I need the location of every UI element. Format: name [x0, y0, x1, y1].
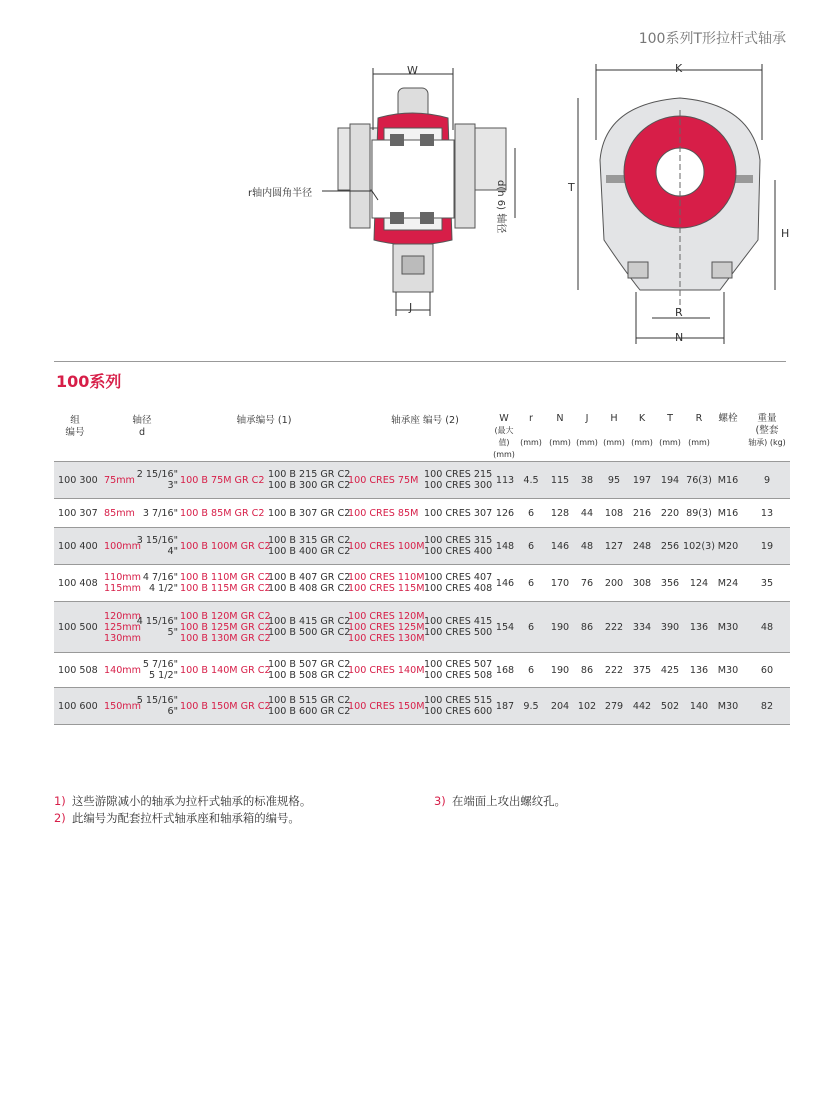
cell-shaft-mm: 100mm	[104, 540, 142, 552]
note-3: 3) 在端面上攻出螺纹孔。	[434, 794, 566, 808]
cell-k: 216	[632, 507, 652, 519]
table-row	[54, 499, 790, 528]
cell-bearing-metric: 100 B 140M GR C2	[180, 664, 271, 676]
side-section-drawing	[322, 68, 515, 316]
cell-t: 425	[660, 664, 680, 676]
cell-w: 154	[495, 621, 515, 633]
cell-t: 220	[660, 507, 680, 519]
table-row	[54, 528, 790, 565]
section-rule	[54, 361, 786, 362]
cell-shaft-inch: 4 7/16" 4 1/2"	[142, 572, 178, 594]
cell-shaft-mm: 85mm	[104, 507, 135, 519]
th-rr: R (mm)	[688, 413, 710, 447]
th-h: H (mm)	[603, 413, 625, 447]
cell-bearing-inch: 100 B 315 GR C2 100 B 400 GR C2	[268, 535, 351, 557]
cell-n: 204	[550, 700, 570, 712]
cell-h: 127	[604, 540, 624, 552]
cell-housing-inch: 100 CRES 215 100 CRES 300	[424, 469, 493, 491]
cell-weight: 9	[763, 474, 771, 486]
cell-n: 190	[550, 664, 570, 676]
cell-w: 113	[495, 474, 515, 486]
cell-bolt: M30	[717, 621, 739, 633]
drawing-label-r-dim: R	[675, 306, 683, 319]
front-view-drawing	[578, 64, 775, 344]
cell-weight: 13	[760, 507, 774, 519]
th-n: N (mm)	[549, 413, 571, 447]
cell-bearing-metric: 100 B 85M GR C2	[180, 507, 265, 519]
cell-k: 248	[632, 540, 652, 552]
page-header-title: 100系列T形拉杆式轴承	[638, 31, 786, 47]
cell-weight: 82	[760, 700, 774, 712]
cell-housing-metric: 100 CRES 100M	[348, 540, 425, 552]
cell-k: 334	[632, 621, 652, 633]
cell-bearing-metric: 100 B 150M GR C2	[180, 700, 271, 712]
cell-w: 187	[495, 700, 515, 712]
cell-j: 86	[580, 664, 594, 676]
cell-h: 279	[604, 700, 624, 712]
cell-housing-metric: 100 CRES 140M	[348, 664, 425, 676]
cell-shaft-inch: 5 7/16" 5 1/2"	[142, 659, 178, 681]
drawing-label-d: d(h 6) 轴径	[495, 180, 506, 234]
th-bolt: 螺栓	[718, 413, 738, 424]
note-2: 2) 此编号为配套拉杆式轴承座和轴承箱的编号。	[54, 811, 300, 825]
cell-bolt: M16	[717, 507, 739, 519]
section-title: 100系列	[56, 372, 122, 391]
dimension-table	[54, 405, 790, 725]
table-row	[54, 688, 790, 725]
cell-w: 168	[495, 664, 515, 676]
cell-r: 6	[527, 621, 535, 633]
cell-h: 95	[607, 474, 621, 486]
cell-bearing-inch: 100 B 415 GR C2 100 B 500 GR C2	[268, 616, 351, 638]
cell-h: 200	[604, 577, 624, 589]
cell-weight: 19	[760, 540, 774, 552]
cell-group: 100 500	[58, 621, 98, 633]
th-weight: 重量 (整套 轴承) (kg)	[748, 413, 786, 447]
cell-r: 6	[527, 577, 535, 589]
cell-r: 9.5	[523, 700, 539, 712]
drawing-label-h: H	[781, 227, 790, 240]
cell-bolt: M20	[717, 540, 739, 552]
drawing-label-k: K	[675, 62, 683, 75]
cell-bearing-metric: 100 B 120M GR C2 100 B 125M GR C2 100 B 130M GR C2	[180, 610, 271, 644]
cell-housing-metric: 100 CRES 75M	[348, 474, 419, 486]
cell-weight: 35	[760, 577, 774, 589]
drawing-label-t: T	[568, 181, 575, 194]
cell-shaft-inch: 3 7/16"	[142, 507, 178, 519]
cell-weight: 48	[760, 621, 774, 633]
th-shaft: 轴径 d	[132, 415, 152, 438]
note-1: 1) 这些游隙减小的轴承为拉杆式轴承的标准规格。	[54, 794, 312, 808]
th-k: K (mm)	[631, 413, 653, 447]
cell-bolt: M16	[717, 474, 739, 486]
cell-w: 126	[495, 507, 515, 519]
cell-t: 256	[660, 540, 680, 552]
cell-k: 375	[632, 664, 652, 676]
cell-shaft-inch: 3 15/16" 4"	[136, 535, 178, 557]
cell-group: 100 300	[58, 474, 98, 486]
cell-j: 48	[580, 540, 594, 552]
cell-r: 76(3)	[686, 474, 712, 486]
cell-shaft-mm: 140mm	[104, 664, 142, 676]
cell-r: 140	[689, 700, 709, 712]
cell-housing-metric: 100 CRES 150M	[348, 700, 425, 712]
cell-w: 148	[495, 540, 515, 552]
cell-k: 442	[632, 700, 652, 712]
cell-housing-inch: 100 CRES 415 100 CRES 500	[424, 616, 493, 638]
cell-bolt: M24	[717, 577, 739, 589]
cell-shaft-mm: 110mm 115mm	[104, 572, 142, 594]
cell-j: 86	[580, 621, 594, 633]
cell-j: 44	[580, 507, 594, 519]
th-r: r (mm)	[520, 413, 542, 447]
cell-bearing-metric: 100 B 75M GR C2	[180, 474, 265, 486]
cell-bearing-metric: 100 B 110M GR C2 100 B 115M GR C2	[180, 572, 271, 594]
table-header	[54, 405, 790, 462]
table-row	[54, 653, 790, 688]
cell-shaft-inch: 5 15/16" 6"	[136, 695, 178, 717]
cell-group: 100 600	[58, 700, 98, 712]
bearing-drawings	[0, 56, 830, 356]
table-body	[54, 462, 790, 725]
cell-housing-inch: 100 CRES 407 100 CRES 408	[424, 572, 493, 594]
cell-housing-inch: 100 CRES 507 100 CRES 508	[424, 659, 493, 681]
cell-h: 222	[604, 621, 624, 633]
cell-r: 102(3)	[683, 540, 715, 552]
cell-housing-metric: 100 CRES 120M 100 CRES 125M 100 CRES 130M	[348, 610, 425, 644]
cell-weight: 60	[760, 664, 774, 676]
cell-n: 190	[550, 621, 570, 633]
drawing-label-j: J	[409, 301, 413, 314]
cell-t: 502	[660, 700, 680, 712]
cell-n: 128	[550, 507, 570, 519]
cell-bearing-inch: 100 B 307 GR C2	[268, 507, 351, 519]
cell-r: 89(3)	[686, 507, 712, 519]
cell-group: 100 400	[58, 540, 98, 552]
cell-j: 38	[580, 474, 594, 486]
cell-h: 222	[604, 664, 624, 676]
cell-bolt: M30	[717, 700, 739, 712]
cell-bearing-inch: 100 B 507 GR C2 100 B 508 GR C2	[268, 659, 351, 681]
table-row	[54, 565, 790, 602]
cell-bearing-inch: 100 B 407 GR C2 100 B 408 GR C2	[268, 572, 351, 594]
cell-n: 115	[550, 474, 570, 486]
cell-r: 4.5	[523, 474, 539, 486]
th-t: T (mm)	[659, 413, 681, 447]
cell-t: 194	[660, 474, 680, 486]
cell-bearing-inch: 100 B 215 GR C2 100 B 300 GR C2	[268, 469, 351, 491]
cell-housing-metric: 100 CRES 85M	[348, 507, 419, 519]
th-group: 组 编号	[65, 415, 85, 438]
cell-shaft-mm: 120mm 125mm 130mm	[104, 610, 142, 644]
cell-group: 100 508	[58, 664, 98, 676]
cell-r: 136	[689, 621, 709, 633]
cell-n: 170	[550, 577, 570, 589]
cell-n: 146	[550, 540, 570, 552]
cell-housing-inch: 100 CRES 515 100 CRES 600	[424, 695, 493, 717]
drawing-label-r: r轴内圆角半径	[248, 188, 313, 199]
cell-bolt: M30	[717, 664, 739, 676]
cell-r: 6	[527, 507, 535, 519]
cell-k: 308	[632, 577, 652, 589]
th-housing: 轴承座 编号 (2)	[391, 415, 459, 426]
cell-housing-inch: 100 CRES 307	[424, 507, 493, 519]
notes-right	[434, 793, 566, 810]
cell-r: 124	[689, 577, 709, 589]
cell-t: 356	[660, 577, 680, 589]
cell-group: 100 307	[58, 507, 98, 519]
notes-left	[54, 793, 311, 827]
cell-housing-metric: 100 CRES 110M 100 CRES 115M	[348, 572, 425, 594]
th-j: J (mm)	[576, 413, 598, 447]
cell-shaft-mm: 150mm	[104, 700, 142, 712]
cell-t: 390	[660, 621, 680, 633]
cell-shaft-inch: 4 15/16" 5"	[136, 616, 178, 638]
cell-h: 108	[604, 507, 624, 519]
cell-r: 6	[527, 664, 535, 676]
cell-shaft-mm: 75mm	[104, 474, 135, 486]
cell-housing-inch: 100 CRES 315 100 CRES 400	[424, 535, 493, 557]
cell-bearing-inch: 100 B 515 GR C2 100 B 600 GR C2	[268, 695, 351, 717]
cell-w: 146	[495, 577, 515, 589]
cell-r: 6	[527, 540, 535, 552]
th-w: W (最大值) (mm)	[493, 413, 515, 459]
cell-k: 197	[632, 474, 652, 486]
cell-r: 136	[689, 664, 709, 676]
cell-shaft-inch: 2 15/16" 3"	[136, 469, 178, 491]
cell-j: 76	[580, 577, 594, 589]
th-bearing: 轴承编号 (1)	[236, 415, 292, 426]
table-row	[54, 462, 790, 499]
cell-group: 100 408	[58, 577, 98, 589]
drawing-label-n: N	[675, 331, 684, 344]
cell-bearing-metric: 100 B 100M GR C2	[180, 540, 271, 552]
cell-j: 102	[577, 700, 597, 712]
table-row	[54, 602, 790, 653]
drawing-label-w: W	[407, 64, 418, 77]
